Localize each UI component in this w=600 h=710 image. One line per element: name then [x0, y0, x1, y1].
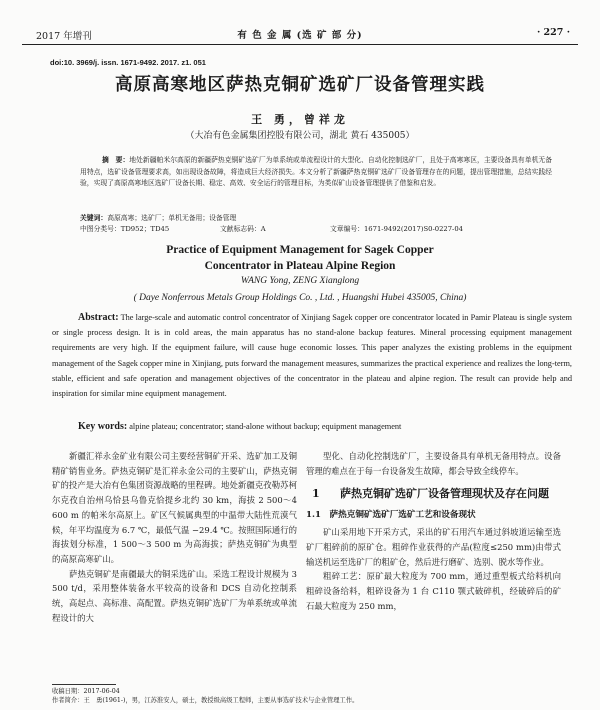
keywords-chinese — [80, 212, 552, 222]
subsection-heading-1-1: 1.1 萨热克铜矿选矿厂选矿工艺和设备现状 — [306, 510, 476, 521]
body-paragraph: 矿山采用地下开采方式，采出的矿石用汽车通过斜坡道运输至选矿厂粗碎前的原矿仓。粗碎作业获得的产品(粒度≤250 mm)由带式输送机运至选矿厂的粗矿仓，然后进行磨矿、选别、脱水等作业。 — [306, 527, 561, 567]
section-heading-1 — [306, 486, 561, 502]
authors-english: WANG Yong, ZENG Xianglong — [240, 276, 360, 286]
authors-chinese: 王 勇，曾祥龙 — [251, 113, 349, 126]
title-english-line1: Practice of Equipment Management for Sagek Copper — [166, 244, 434, 256]
footnote-rule — [52, 684, 116, 685]
abstract-english-text: The large-scale and automatic control concentrator of Xinjiang Sagek copper ore concentrator located in Pamir Plateau is single system or single process design. It is in cold areas, the main apparatus has no stand-alone backup features. Mineral processing equipment management requirements are very high. If the equipment failure, will cause huge economic losses. This paper analyzes the existing problems in the equipment management of the Sagek copper mine in Xinjiang, puts forward the management measures, summarizes the practical experience and realizes the long-term, stable, efficient and safe operation and management objectives of the concentrator in the plateau and alpine region. The result can provide help and inspiration for similar mine equipment management. — [52, 313, 572, 399]
keywords-chinese-text: 高原高寒；选矿厂；单机无备用；设备管理 — [107, 214, 237, 222]
section-number: 1 — [312, 487, 320, 501]
body-paragraph: 型化、自动化控制选矿厂，主要设备具有单机无备用特点。设备管理的难点在于每一台设备发生故障，都会导致全线停车。 — [306, 451, 561, 476]
abstract-english — [52, 310, 572, 401]
footnote-received-date: 收稿日期：2017-06-04 — [52, 688, 120, 695]
title-english — [0, 242, 600, 274]
title-english-line2: Concentrator in Plateau Alpine Region — [204, 260, 396, 272]
keywords-english — [78, 421, 572, 432]
article-number: 文章编号：1671-9492(2017)S0-0227-04 — [330, 225, 463, 233]
title-chinese: 高原高寒地区萨热克铜矿选矿厂设备管理实践 — [115, 75, 485, 95]
keywords-english-label: Key words: — [78, 421, 128, 432]
footnote-author-bio: 作者简介：王 勇(1961-)，男，江苏淮安人，硕士，教授级高级工程师，主要从事选矿技术与企业管理工作。 — [52, 697, 359, 704]
abstract-chinese-text: 地处新疆帕米尔高原的新疆萨热克铜矿选矿厂为单系统或单流程设计的大型化、自动化控制选矿厂，且处于高寒寒区，主要设备具有单机无备用特点，选矿设备管理要求高，如出现设备故障，将造成巨大经济损失。本文分析了新疆萨热克铜矿选矿厂设备管理存在的问题，提出管理措施，总结实践经验，实现了高原高寒地区选矿厂设备长期、稳定、高效、安全运行的管理目标，为类似矿山设备管理提供了借鉴和启发。 — [80, 156, 553, 187]
running-header — [22, 26, 578, 42]
header-rule — [22, 44, 578, 45]
header-journal: 有 色 金 属 (选 矿 部 分) — [237, 30, 363, 41]
section-title: 萨热克铜矿选矿厂设备管理现状及存在问题 — [340, 487, 549, 501]
body-paragraph: 粗碎工艺：原矿最大粒度为 700 mm，通过重型板式给料机向粗碎设备给料，粗碎设备为 1 台 C110 颚式破碎机，经破碎后的矿石最大粒度为 250 mm， — [306, 571, 561, 611]
header-issue: 2017 年增刊 — [36, 31, 92, 42]
header-page-number: · 227 · — [536, 27, 570, 38]
abstract-english-label: Abstract: — [78, 312, 119, 323]
abstract-chinese-label: 摘 要： — [102, 156, 130, 164]
keywords-chinese-label: 关键词： — [80, 214, 108, 222]
clc-number: 中图分类号：TD952；TD45 — [80, 225, 170, 233]
body-left-column — [52, 449, 297, 625]
document-code: 文献标志码：A — [220, 225, 266, 233]
affiliation-chinese: （大冶有色金属集团控股有限公司，湖北 黄石 435005） — [185, 131, 415, 141]
body-right-column — [306, 449, 561, 613]
body-paragraph: 新疆汇祥永金矿业有限公司主要经营铜矿开采、选矿加工及铜精矿销售业务。萨热克铜矿是汇祥永金公司的主要矿山，萨热克铜矿的投产是大冶有色集团资源战略的里程碑。地处新疆克孜勒苏柯尔克孜自治州乌恰县乌鲁克恰提乡北约 30 km，海拔 2 500～4 600 m 的帕米尔高原上。矿区气候属典型的中温带大陆性荒漠气候，年平均温度为 6.7 ℃，最低气温 −29.4 ℃。按照国际通行的海拔划分标准，1 500～3 500 m 为高海拔；萨热克铜矿为典型的高原高寒矿山。 — [52, 451, 297, 564]
affiliation-english: ( Daye Nonferrous Metals Group Holdings Co. , Ltd. , Huangshi Hubei 435005, China) — [133, 293, 467, 303]
doi: doi:10. 3969/j. issn. 1671-9492. 2017. z1. 051 — [50, 58, 206, 67]
abstract-chinese — [80, 155, 552, 190]
keywords-english-text: alpine plateau; concentrator; stand-alone without backup; equipment management — [129, 422, 402, 431]
body-paragraph: 萨热克铜矿是南疆最大的铜采选矿山。采选工程设计规模为 3 500 t/d，采用整体装备水平较高的设备和 DCS 自动化控制系统，高起点、高标准、高配置。萨热克铜矿选矿厂为单系统或单流程设计的大 — [52, 568, 297, 623]
